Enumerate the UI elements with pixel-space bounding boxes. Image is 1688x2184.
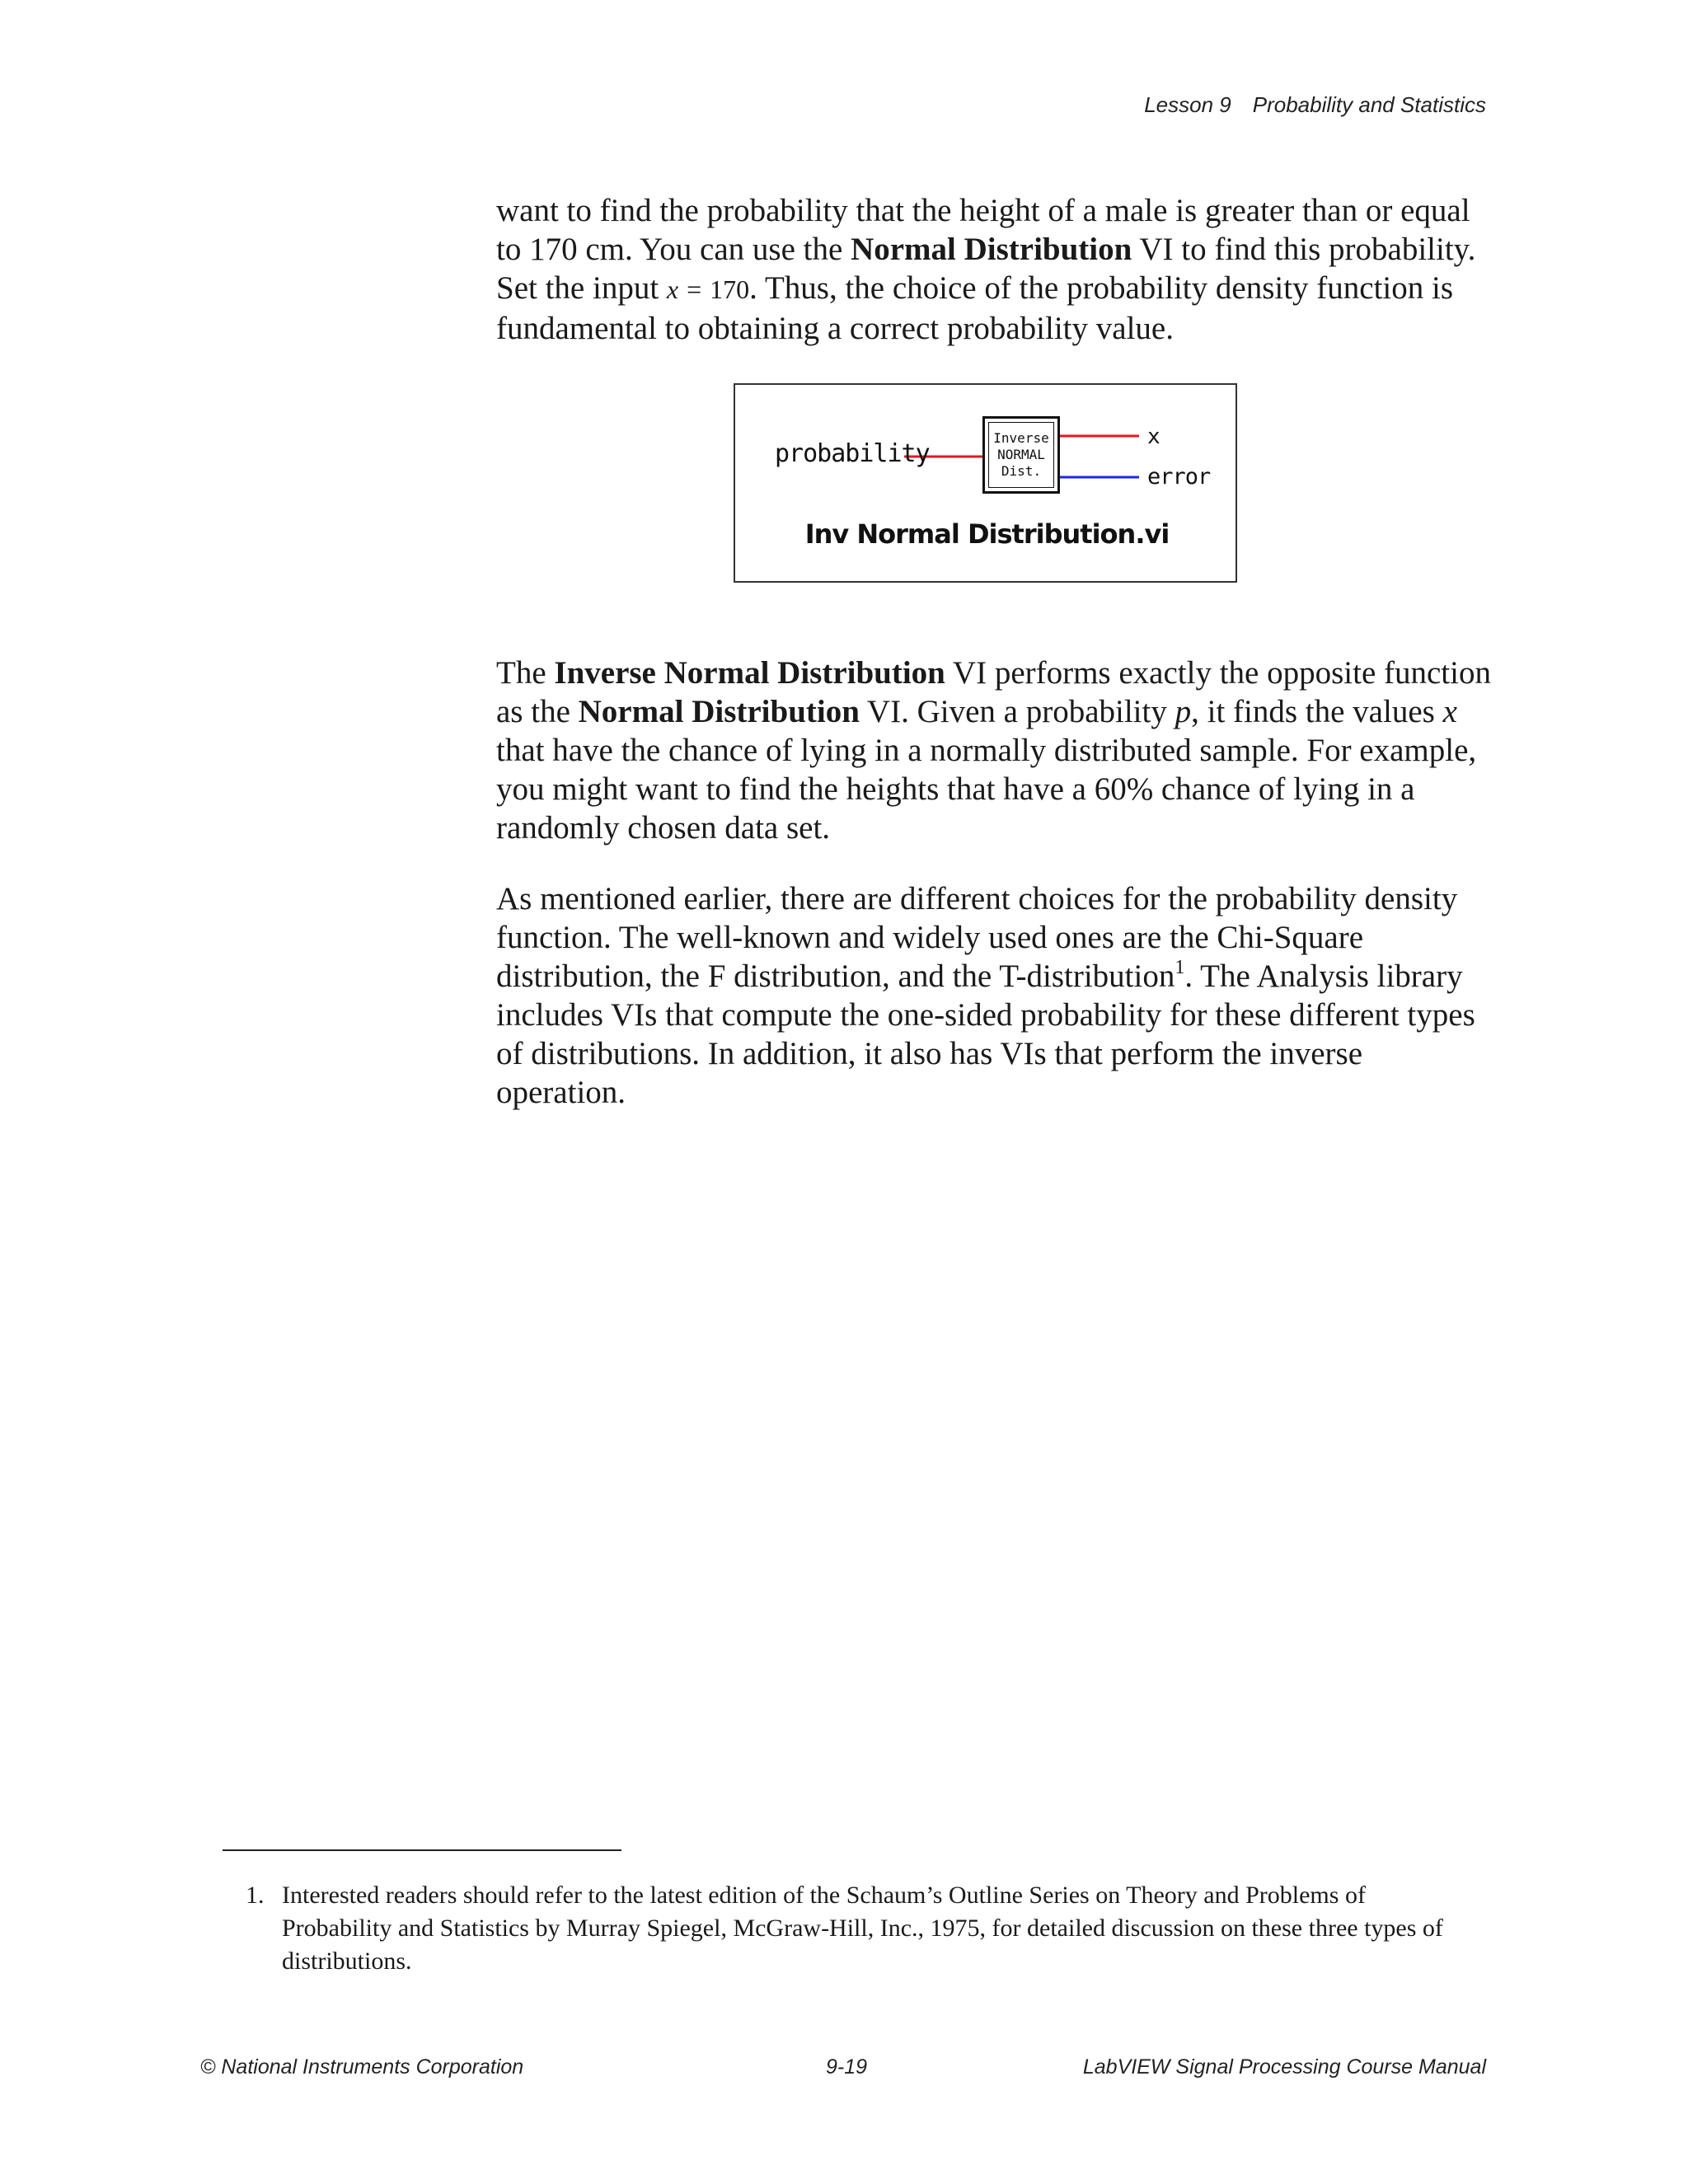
p2-text-3: VI. Given a probability [859, 694, 1175, 729]
p2-italic-x: x [1442, 694, 1457, 729]
footnote-reference[interactable]: 1 [1175, 957, 1185, 978]
p2-text-2: VI performs exactly the opposite function as the [496, 655, 1491, 729]
p1-text-3: . Thus, the choice of the probability density function is fundamental to obtaining a correct probability value. [496, 270, 1454, 346]
p3-text-2: . The Analysis library includes VIs that compute the one-sided probability for these different types of distributions. In addition, it also has VIs that perform the inverse operation. [496, 958, 1475, 1110]
inv-normal-distribution-figure [734, 383, 1237, 583]
paragraph-normal-distribution [496, 191, 1493, 348]
equation-variable: x [666, 274, 679, 304]
header-lesson: Lesson 9 [1144, 92, 1231, 117]
x-terminal-label: x [1147, 424, 1160, 449]
inverse-normal-dist-icon [982, 416, 1060, 494]
p1-text-2: VI to find this probability. Set the input [496, 232, 1476, 306]
equation-value: = 170 [678, 274, 750, 304]
footer-copyright: © National Instruments Corporation [200, 2055, 524, 2079]
footnote-divider [223, 1849, 621, 1851]
running-header [1144, 92, 1486, 118]
p2-text-5: that have the chance of lying in a normally distributed sample. For example, you might want to find the heights that have a 60% chance of lying in a randomly chosen data set. [496, 733, 1477, 846]
error-terminal-label: error [1147, 464, 1211, 490]
icon-line-1: Inverse [993, 430, 1049, 446]
footer-manual-title: LabVIEW Signal Processing Course Manual [1082, 2055, 1486, 2079]
probability-terminal-label: probability [775, 439, 930, 468]
footnote [246, 1879, 1465, 1978]
p2-italic-p: p [1175, 694, 1192, 729]
paragraph-distribution-choices [496, 879, 1493, 1112]
p2-text-1: The [496, 655, 555, 691]
icon-line-3: Dist. [1001, 463, 1042, 479]
header-title: Probability and Statistics [1252, 92, 1486, 117]
figure-caption: Inv Normal Distribution.vi [804, 518, 1170, 550]
p1-text-1: want to find the probability that the height of a male is greater than or equal to 170 cm. You can use the [496, 193, 1470, 267]
equation-x-170 [667, 274, 749, 304]
p2-bold-inverse-normal: Inverse Normal Distribution [554, 655, 945, 691]
p2-text-4: , it finds the values [1191, 694, 1443, 729]
p1-bold-normal-distribution: Normal Distribution [851, 232, 1132, 267]
footnote-number: 1. [246, 1882, 265, 1909]
paragraph-inverse-normal [496, 654, 1493, 847]
p3-text-1: As mentioned earlier, there are different choices for the probability density function. The well-known and widely used ones are the Chi-Square distribution, the F distribution, and the T-distribution [496, 881, 1458, 994]
footnote-text: Interested readers should refer to the latest edition of the Schaum’s Outline Series on Theory and Problems of Probability and Statistics by Murray Spiegel, McGraw-Hill, Inc., 1975, for detailed discussion on these three types of distributions. [282, 1882, 1443, 1975]
p2-bold-normal-distribution: Normal Distribution [578, 694, 860, 729]
footer-page-number: 9-19 [826, 2055, 868, 2079]
icon-line-2: NORMAL [997, 447, 1045, 462]
